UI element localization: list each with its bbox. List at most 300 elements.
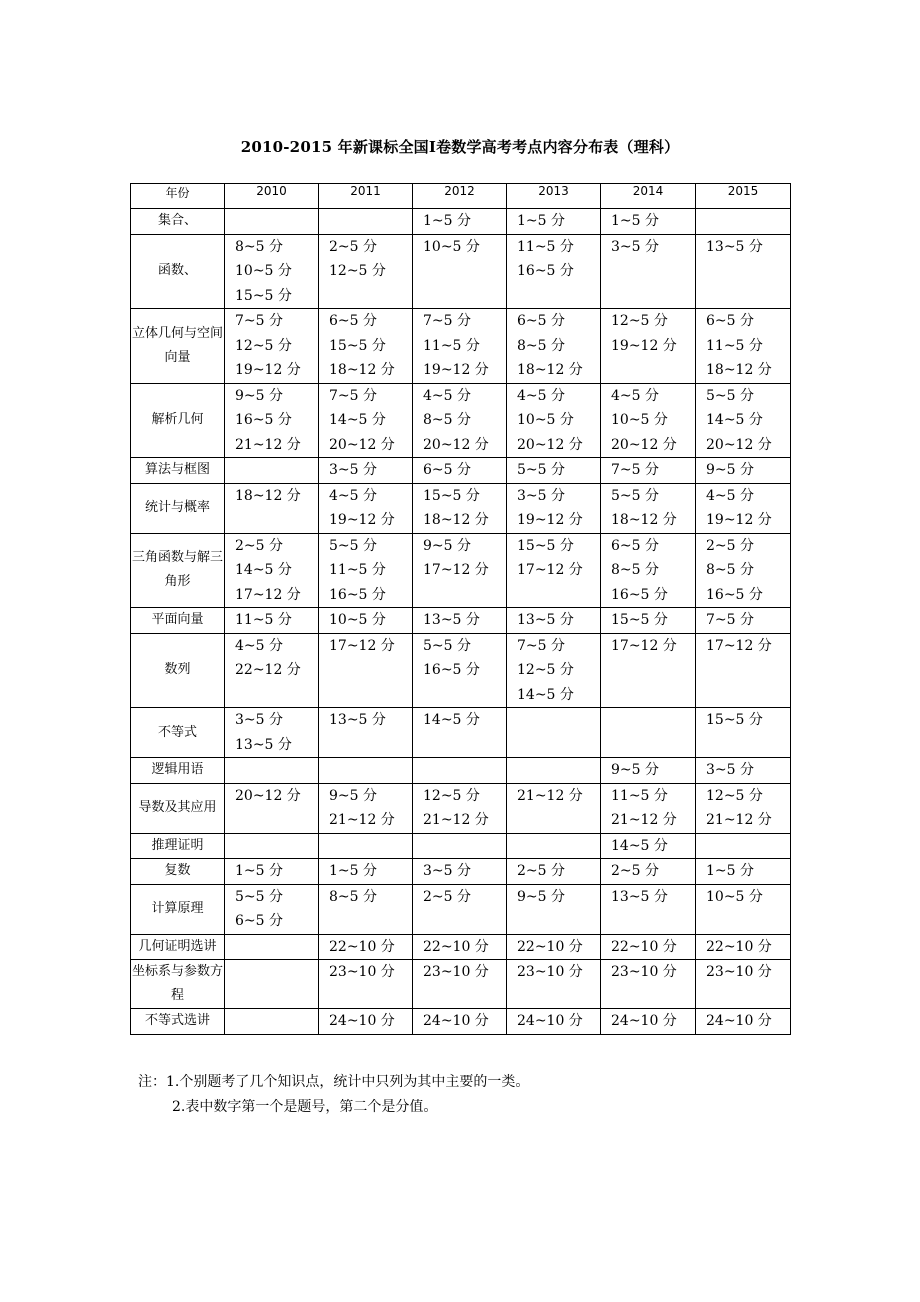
score-entry: 1~5 分	[517, 213, 565, 229]
score-entry: 24~10 分	[329, 1013, 395, 1029]
score-cell	[413, 833, 507, 859]
score-entry: 12~5 分	[423, 787, 480, 804]
score-cell	[696, 934, 791, 960]
topic-label: 三角函数与解三角形	[131, 533, 225, 608]
score-entry: 21~12 分	[611, 812, 677, 828]
score-entry: 4~5 分	[517, 387, 565, 404]
score-cell	[601, 884, 696, 934]
score-cell	[225, 934, 319, 960]
score-cell	[696, 209, 791, 235]
score-entry: 21~12 分	[423, 812, 489, 828]
score-cell	[601, 209, 696, 235]
score-cell	[319, 483, 413, 533]
score-cell	[696, 783, 791, 833]
score-entry: 5~5 分	[329, 537, 377, 554]
topic-label: 复数	[131, 859, 225, 885]
score-cell	[507, 234, 601, 309]
score-cell	[225, 960, 319, 1009]
score-entry: 22~10 分	[329, 938, 395, 955]
score-entry: 23~10 分	[517, 964, 583, 980]
score-entry: 9~5 分	[235, 387, 283, 404]
score-entry: 6~5 分	[329, 313, 377, 329]
score-entry: 4~5 分	[423, 387, 471, 404]
score-cell	[696, 309, 791, 384]
score-entry: 2~5 分	[235, 537, 283, 554]
score-entry: 15~5 分	[611, 612, 668, 628]
score-entry: 10~5 分	[235, 263, 292, 279]
score-cell	[225, 783, 319, 833]
score-entry: 9~5 分	[329, 787, 377, 804]
score-entry: 11~5 分	[611, 787, 668, 804]
score-cell	[413, 483, 507, 533]
score-entry: 14~5 分	[611, 837, 668, 854]
table-row	[131, 1009, 791, 1035]
score-entry: 2~5 分	[517, 863, 565, 879]
score-entry: 16~5 分	[423, 662, 480, 678]
score-cell	[507, 483, 601, 533]
score-entry: 11~5 分	[235, 612, 292, 628]
score-cell	[413, 960, 507, 1009]
score-cell	[507, 960, 601, 1009]
table-row	[131, 383, 791, 458]
score-entry: 22~10 分	[517, 938, 583, 955]
score-cell	[413, 633, 507, 708]
score-cell	[696, 458, 791, 484]
header-year: 2015	[696, 184, 791, 209]
table-row	[131, 758, 791, 784]
score-cell	[601, 608, 696, 634]
table-row	[131, 633, 791, 708]
header-year: 2010	[225, 184, 319, 209]
score-entry: 2~5 分	[611, 863, 659, 879]
score-entry: 11~5 分	[706, 337, 763, 354]
score-cell	[319, 633, 413, 708]
score-entry: 17~12 分	[706, 637, 772, 654]
score-cell	[413, 533, 507, 608]
table-row	[131, 309, 791, 384]
score-cell	[225, 1009, 319, 1035]
score-entry: 23~10 分	[423, 964, 489, 980]
table-row	[131, 783, 791, 833]
score-entry: 9~5 分	[423, 537, 471, 554]
score-cell	[601, 833, 696, 859]
score-entry: 9~5 分	[517, 888, 565, 905]
score-cell	[319, 859, 413, 885]
score-cell	[319, 758, 413, 784]
score-cell	[507, 458, 601, 484]
score-entry: 8~5 分	[517, 337, 565, 354]
score-cell	[601, 383, 696, 458]
score-entry: 18~12 分	[423, 512, 489, 528]
score-entry: 23~10 分	[706, 964, 772, 980]
score-cell	[507, 884, 601, 934]
score-entry: 21~12 分	[706, 812, 772, 828]
score-entry: 12~5 分	[329, 263, 386, 279]
score-entry: 18~12 分	[235, 487, 301, 504]
score-entry: 13~5 分	[329, 712, 386, 728]
score-entry: 3~5 分	[329, 462, 377, 478]
score-cell	[696, 708, 791, 758]
score-cell	[413, 608, 507, 634]
score-cell	[319, 533, 413, 608]
score-entry: 13~5 分	[235, 736, 292, 753]
score-entry: 6~5 分	[611, 537, 659, 554]
exam-topic-table	[130, 183, 791, 1035]
score-entry: 1~5 分	[423, 213, 471, 229]
score-entry: 10~5 分	[423, 238, 480, 255]
score-cell	[413, 209, 507, 235]
score-entry: 18~12 分	[329, 362, 395, 378]
score-cell	[601, 758, 696, 784]
score-cell	[413, 309, 507, 384]
score-entry: 17~12 分	[235, 586, 301, 603]
topic-label: 函数、	[131, 234, 225, 309]
topic-label: 几何证明选讲	[131, 934, 225, 960]
score-cell	[696, 859, 791, 885]
table-header-row	[131, 184, 791, 209]
score-entry: 22~10 分	[706, 938, 772, 955]
score-cell	[507, 383, 601, 458]
score-cell	[225, 234, 319, 309]
score-cell	[319, 458, 413, 484]
topic-label: 集合、	[131, 209, 225, 235]
score-cell	[601, 633, 696, 708]
score-entry: 5~5 分	[611, 487, 659, 504]
table-row	[131, 708, 791, 758]
table-row	[131, 234, 791, 309]
score-entry: 13~5 分	[706, 238, 763, 255]
table-row	[131, 884, 791, 934]
score-cell	[696, 608, 791, 634]
score-cell	[696, 234, 791, 309]
score-entry: 1~5 分	[329, 863, 377, 879]
score-entry: 9~5 分	[706, 462, 754, 478]
table-body	[131, 209, 791, 1035]
score-cell	[225, 833, 319, 859]
score-cell	[413, 383, 507, 458]
score-cell	[225, 633, 319, 708]
score-entry: 22~10 分	[423, 938, 489, 955]
score-entry: 6~5 分	[706, 313, 754, 329]
score-entry: 23~10 分	[611, 964, 677, 980]
score-entry: 18~12 分	[706, 362, 772, 378]
score-entry: 21~12 分	[235, 436, 301, 453]
topic-label: 不等式	[131, 708, 225, 758]
topic-label: 解析几何	[131, 383, 225, 458]
score-cell	[225, 708, 319, 758]
score-entry: 20~12 分	[423, 436, 489, 453]
score-entry: 11~5 分	[517, 238, 574, 255]
score-entry: 14~5 分	[517, 686, 574, 703]
score-entry: 20~12 分	[517, 436, 583, 453]
score-cell	[696, 483, 791, 533]
score-entry: 17~12 分	[329, 637, 395, 654]
score-entry: 5~5 分	[423, 637, 471, 654]
score-cell	[507, 934, 601, 960]
score-entry: 19~12 分	[517, 512, 583, 528]
score-cell	[413, 1009, 507, 1035]
score-cell	[413, 458, 507, 484]
header-year-label: 年份	[131, 184, 225, 209]
score-entry: 24~10 分	[517, 1013, 583, 1029]
score-cell	[225, 884, 319, 934]
score-cell	[319, 608, 413, 634]
score-entry: 7~5 分	[235, 313, 283, 329]
score-entry: 7~5 分	[611, 462, 659, 478]
score-cell	[601, 783, 696, 833]
header-year: 2012	[413, 184, 507, 209]
table-row	[131, 209, 791, 235]
score-cell	[696, 884, 791, 934]
score-cell	[507, 209, 601, 235]
table-row	[131, 608, 791, 634]
score-cell	[601, 960, 696, 1009]
score-cell	[319, 783, 413, 833]
notes	[138, 1070, 529, 1120]
score-entry: 18~12 分	[611, 512, 677, 528]
header-year: 2013	[507, 184, 601, 209]
score-entry: 3~5 分	[235, 712, 283, 728]
table-row	[131, 934, 791, 960]
score-cell	[601, 533, 696, 608]
score-cell	[601, 859, 696, 885]
score-cell	[225, 309, 319, 384]
score-cell	[601, 708, 696, 758]
score-entry: 24~10 分	[423, 1013, 489, 1029]
score-cell	[225, 859, 319, 885]
score-cell	[225, 533, 319, 608]
header-year: 2014	[601, 184, 696, 209]
score-cell	[413, 884, 507, 934]
note-line: 注：1.个别题考了几个知识点，统计中只列为其中主要的一类。	[138, 1074, 530, 1090]
score-entry: 19~12 分	[423, 362, 489, 378]
score-cell	[601, 234, 696, 309]
score-cell	[319, 934, 413, 960]
score-entry: 20~12 分	[706, 436, 772, 453]
topic-label: 数列	[131, 633, 225, 708]
score-entry: 1~5 分	[706, 863, 754, 879]
header-year: 2011	[319, 184, 413, 209]
score-entry: 5~5 分	[706, 387, 754, 404]
score-cell	[225, 608, 319, 634]
score-entry: 24~10 分	[706, 1013, 772, 1029]
score-cell	[319, 209, 413, 235]
score-cell	[696, 633, 791, 708]
score-entry: 2~5 分	[423, 888, 471, 905]
score-entry: 1~5 分	[611, 213, 659, 229]
score-entry: 16~5 分	[329, 586, 386, 603]
score-entry: 19~12 分	[706, 512, 772, 528]
score-entry: 17~12 分	[423, 562, 489, 578]
score-cell	[507, 533, 601, 608]
score-cell	[319, 234, 413, 309]
score-entry: 4~5 分	[235, 637, 283, 654]
score-entry: 7~5 分	[423, 313, 471, 329]
score-entry: 12~5 分	[517, 662, 574, 678]
score-entry: 3~5 分	[706, 762, 754, 778]
score-entry: 20~12 分	[235, 787, 301, 804]
score-cell	[507, 859, 601, 885]
score-entry: 19~12 分	[329, 512, 395, 528]
table-row	[131, 533, 791, 608]
score-cell	[413, 758, 507, 784]
score-cell	[319, 960, 413, 1009]
table-row	[131, 483, 791, 533]
score-entry: 3~5 分	[611, 238, 659, 255]
score-cell	[507, 309, 601, 384]
topic-label: 计算原理	[131, 884, 225, 934]
score-cell	[507, 758, 601, 784]
score-cell	[225, 383, 319, 458]
topic-label: 逻辑用语	[131, 758, 225, 784]
score-entry: 22~10 分	[611, 938, 677, 955]
topic-label: 算法与框图	[131, 458, 225, 484]
score-entry: 11~5 分	[423, 337, 480, 354]
score-cell	[319, 833, 413, 859]
score-entry: 15~5 分	[706, 712, 763, 728]
score-entry: 8~5 分	[329, 888, 377, 905]
score-cell	[319, 309, 413, 384]
score-entry: 1~5 分	[235, 863, 283, 879]
score-entry: 13~5 分	[517, 612, 574, 628]
score-entry: 22~12 分	[235, 662, 301, 678]
score-entry: 3~5 分	[517, 487, 565, 504]
score-entry: 7~5 分	[517, 637, 565, 654]
score-entry: 8~5 分	[423, 412, 471, 428]
score-cell	[319, 884, 413, 934]
score-entry: 5~5 分	[517, 462, 565, 478]
score-entry: 15~5 分	[517, 537, 574, 554]
score-entry: 10~5 分	[517, 412, 574, 428]
score-cell	[225, 483, 319, 533]
score-entry: 19~12 分	[235, 362, 301, 378]
score-entry: 23~10 分	[329, 964, 395, 980]
score-entry: 16~5 分	[706, 586, 763, 603]
score-cell	[601, 309, 696, 384]
score-cell	[507, 833, 601, 859]
score-cell	[413, 859, 507, 885]
score-entry: 18~12 分	[517, 362, 583, 378]
table-row	[131, 458, 791, 484]
score-cell	[696, 533, 791, 608]
score-entry: 20~12 分	[329, 436, 395, 453]
score-entry: 8~5 分	[235, 238, 283, 255]
score-entry: 8~5 分	[706, 562, 754, 578]
score-cell	[225, 758, 319, 784]
score-cell	[601, 483, 696, 533]
score-entry: 14~5 分	[329, 412, 386, 428]
score-entry: 2~5 分	[706, 537, 754, 554]
score-entry: 13~5 分	[423, 612, 480, 628]
score-entry: 15~5 分	[235, 287, 292, 304]
score-entry: 10~5 分	[329, 612, 386, 628]
note-line: 2.表中数字第一个是题号，第二个是分值。	[172, 1099, 438, 1115]
score-cell	[413, 783, 507, 833]
score-entry: 16~5 分	[611, 586, 668, 603]
score-entry: 12~5 分	[235, 337, 292, 354]
score-cell	[601, 934, 696, 960]
score-cell	[696, 1009, 791, 1035]
score-cell	[696, 960, 791, 1009]
score-cell	[507, 633, 601, 708]
score-entry: 12~5 分	[706, 787, 763, 804]
topic-label: 统计与概率	[131, 483, 225, 533]
score-entry: 11~5 分	[329, 562, 386, 578]
score-entry: 16~5 分	[235, 412, 292, 428]
score-entry: 8~5 分	[611, 562, 659, 578]
score-entry: 4~5 分	[706, 487, 754, 504]
score-cell	[319, 1009, 413, 1035]
score-cell	[507, 708, 601, 758]
score-cell	[319, 708, 413, 758]
score-cell	[601, 1009, 696, 1035]
score-entry: 14~5 分	[706, 412, 763, 428]
score-entry: 16~5 分	[517, 263, 574, 279]
score-cell	[507, 1009, 601, 1035]
score-entry: 13~5 分	[611, 888, 668, 905]
score-entry: 15~5 分	[423, 487, 480, 504]
score-entry: 20~12 分	[611, 436, 677, 453]
score-entry: 3~5 分	[423, 863, 471, 879]
page-title: 2010-2015 年新课标全国Ⅰ卷数学高考考点内容分布表（理科）	[240, 138, 680, 156]
table-row	[131, 833, 791, 859]
score-entry: 6~5 分	[235, 913, 283, 929]
score-entry: 17~12 分	[611, 637, 677, 654]
score-cell	[413, 234, 507, 309]
score-entry: 5~5 分	[235, 888, 283, 905]
score-cell	[413, 934, 507, 960]
score-entry: 15~5 分	[329, 337, 386, 354]
score-entry: 14~5 分	[423, 712, 480, 728]
score-entry: 2~5 分	[329, 238, 377, 255]
topic-label: 导数及其应用	[131, 783, 225, 833]
score-cell	[696, 758, 791, 784]
score-entry: 4~5 分	[329, 487, 377, 504]
score-entry: 17~12 分	[517, 562, 583, 578]
score-entry: 21~12 分	[517, 787, 583, 804]
score-entry: 7~5 分	[329, 387, 377, 404]
score-entry: 10~5 分	[611, 412, 668, 428]
score-entry: 6~5 分	[423, 462, 471, 478]
score-entry: 21~12 分	[329, 812, 395, 828]
score-cell	[225, 458, 319, 484]
score-entry: 6~5 分	[517, 313, 565, 329]
topic-label: 平面向量	[131, 608, 225, 634]
score-entry: 10~5 分	[706, 888, 763, 905]
score-entry: 19~12 分	[611, 337, 677, 354]
score-cell	[507, 783, 601, 833]
score-entry: 12~5 分	[611, 313, 668, 329]
topic-label: 坐标系与参数方程	[131, 960, 225, 1009]
score-cell	[225, 209, 319, 235]
table-row	[131, 859, 791, 885]
score-entry: 14~5 分	[235, 562, 292, 578]
score-cell	[413, 708, 507, 758]
topic-label: 立体几何与空间向量	[131, 309, 225, 384]
topic-label: 推理证明	[131, 833, 225, 859]
score-entry: 7~5 分	[706, 612, 754, 628]
score-entry: 4~5 分	[611, 387, 659, 404]
score-cell	[696, 383, 791, 458]
score-entry: 9~5 分	[611, 762, 659, 778]
score-cell	[696, 833, 791, 859]
table-row	[131, 960, 791, 1009]
score-cell	[601, 458, 696, 484]
score-cell	[507, 608, 601, 634]
score-entry: 24~10 分	[611, 1013, 677, 1029]
topic-label: 不等式选讲	[131, 1009, 225, 1035]
score-cell	[319, 383, 413, 458]
